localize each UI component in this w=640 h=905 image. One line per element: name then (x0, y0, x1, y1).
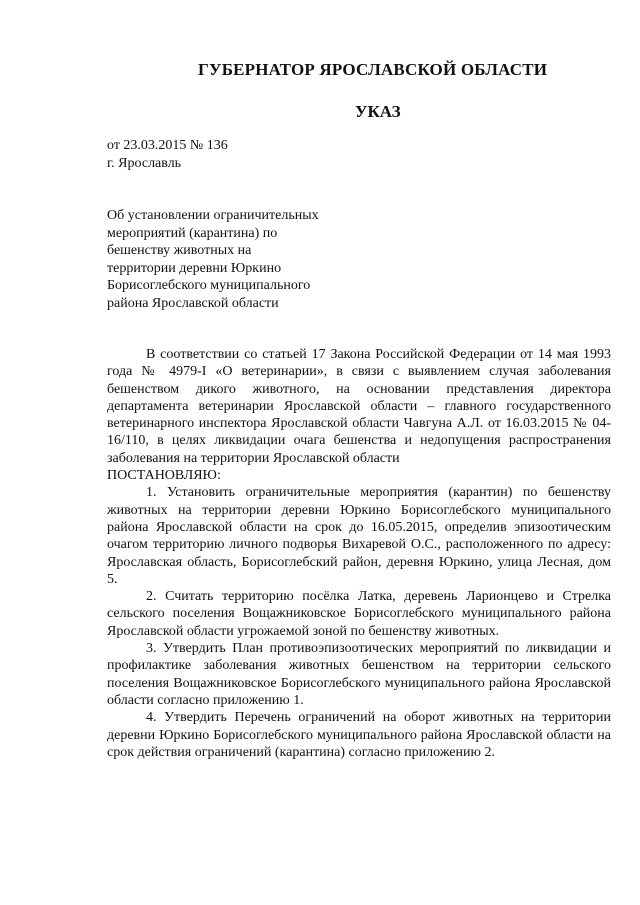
preamble-paragraph: В соответствии со статьей 17 Закона Российской Федерации от 14 мая 1993 года № 4979-I «О ветеринарии», в связи с выявлением случая заболевания бешенством дикого животного, на основании представления директора департамента ветеринарии Ярославской области – главного государственного ветеринарного инспектора Ярославской области Чавгуна А.Л. от 16.03.2015 № 04-16/110, в целях ликвидации очага бешенства и недопущения распространения заболевания на территории Ярославской области (107, 347, 611, 466)
subject-line: Об установлении ограничительных (107, 208, 319, 223)
subject-line: территории деревни Юркино (107, 260, 282, 276)
subject-line: мероприятий (карантина) по (107, 225, 278, 241)
decree-item: 3. Утвердить План противоэпизоотических мероприятий по ликвидации и профилактике заболевания животных бешенством на территории сельского поселения Вощажниковское Борисоглебского муниципального района Ярославской области согласно приложению 1. (107, 641, 611, 708)
decree-body (107, 346, 611, 761)
decree-subject (107, 207, 367, 313)
subject-line: бешенству животных на (107, 243, 252, 259)
decree-resolution-word: ПОСТАНОВЛЯЮ: (107, 468, 221, 484)
decree-item: 2. Считать территорию посёлка Латка, деревень Ларионцево и Стрелка сельского поселения Вощажниковское Борисоглебского муниципального района Ярославской области угрожаемой зоной по бешенству животных. (107, 589, 611, 639)
subject-line: Борисоглебского муниципального (107, 278, 311, 294)
decree-item: 1. Установить ограничительные мероприятия (карантин) по бешенству животных на территории деревни Юркино Борисоглебского муниципального района Ярославской области на срок до 16.05.2015, определив эпизоотическим очагом территорию личного подворья Вихаревой О.С., расположенного по адресу: Ярославская область, Борисоглебский район, деревня Юркино, улица Лесная, дом 5. (107, 485, 611, 587)
document-type-title: УКАЗ (355, 102, 401, 121)
decree-date-number: от 23.03.2015 № 136 (107, 138, 228, 153)
decree-item: 4. Утвердить Перечень ограничений на оборот животных на территории деревни Юркино Борисоглебского муниципального района Ярославской области на срок действия ограничений (карантина) согласно приложению 2. (107, 710, 611, 760)
decree-city: г. Ярославль (107, 156, 182, 171)
authority-title: ГУБЕРНАТОР ЯРОСЛАВСКОЙ ОБЛАСТИ (198, 60, 548, 79)
subject-line: района Ярославской области (107, 295, 279, 311)
